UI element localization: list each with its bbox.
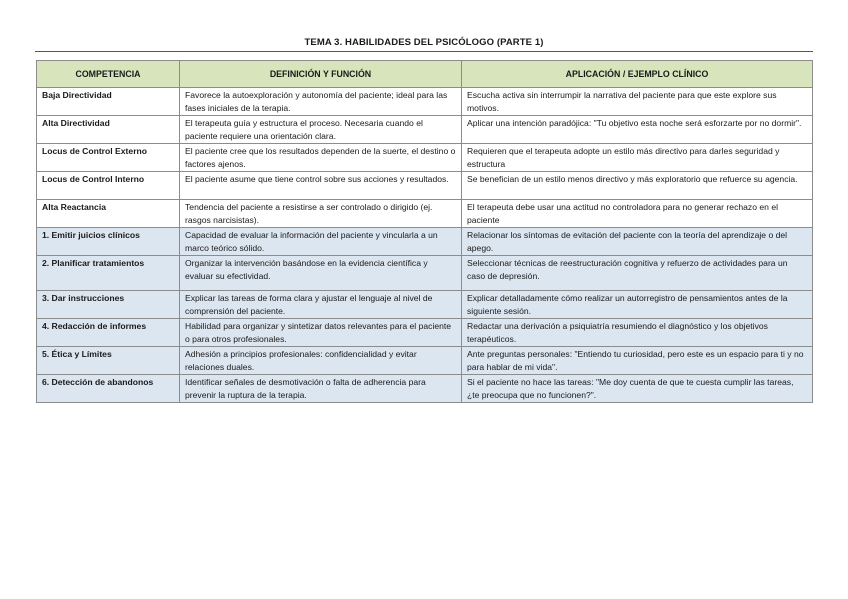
cell-definicion: Capacidad de evaluar la información del paciente y vincularla a un marco teórico sólido. bbox=[180, 228, 462, 256]
cell-aplicacion: El terapeuta debe usar una actitud no controladora para no generar rechazo en el paciente bbox=[462, 200, 813, 228]
cell-definicion: Tendencia del paciente a resistirse a ser controlado o dirigido (ej. rasgos narcisistas). bbox=[180, 200, 462, 228]
cell-competencia: Baja Directividad bbox=[37, 88, 180, 116]
table-row bbox=[37, 116, 813, 144]
cell-definicion: Explicar las tareas de forma clara y ajustar el lenguaje al nivel de comprensión del paciente. bbox=[180, 291, 462, 319]
title-divider bbox=[35, 51, 813, 52]
table-row bbox=[37, 144, 813, 172]
table-row bbox=[37, 375, 813, 403]
cell-aplicacion: Relacionar los síntomas de evitación del paciente con la teoría del aprendizaje o del apego. bbox=[462, 228, 813, 256]
cell-aplicacion: Ante preguntas personales: "Entiendo tu curiosidad, pero este es un espacio para ti y no para hablar de mi vida". bbox=[462, 347, 813, 375]
table-row bbox=[37, 256, 813, 291]
cell-competencia: 5. Ética y Límites bbox=[37, 347, 180, 375]
table-row bbox=[37, 347, 813, 375]
cell-aplicacion: Redactar una derivación a psiquiatría resumiendo el diagnóstico y los objetivos terapéuticos. bbox=[462, 319, 813, 347]
cell-competencia: Alta Reactancia bbox=[37, 200, 180, 228]
cell-aplicacion: Escucha activa sin interrumpir la narrativa del paciente para que este explore sus motivos. bbox=[462, 88, 813, 116]
cell-definicion: Habilidad para organizar y sintetizar datos relevantes para el paciente o para otros profesionales. bbox=[180, 319, 462, 347]
cell-aplicacion: Seleccionar técnicas de reestructuración cognitiva y refuerzo de actividades para un caso de depresión. bbox=[462, 256, 813, 291]
cell-definicion: Adhesión a principios profesionales: confidencialidad y evitar relaciones duales. bbox=[180, 347, 462, 375]
document-title: TEMA 3. HABILIDADES DEL PSICÓLOGO (PARTE 1) bbox=[304, 37, 544, 48]
header-aplicacion: APLICACIÓN / EJEMPLO CLÍNICO bbox=[462, 61, 813, 88]
cell-definicion: El paciente cree que los resultados dependen de la suerte, el destino o factores ajenos. bbox=[180, 144, 462, 172]
cell-competencia: Alta Directividad bbox=[37, 116, 180, 144]
cell-aplicacion: Aplicar una intención paradójica: "Tu objetivo esta noche será esforzarte por no dormir". bbox=[462, 116, 813, 144]
cell-competencia: 3. Dar instrucciones bbox=[37, 291, 180, 319]
cell-competencia: 2. Planificar tratamientos bbox=[37, 256, 180, 291]
cell-competencia: 6. Detección de abandonos bbox=[37, 375, 180, 403]
cell-definicion: Favorece la autoexploración y autonomía del paciente; ideal para las fases iniciales de la terapia. bbox=[180, 88, 462, 116]
header-competencia: COMPETENCIA bbox=[37, 61, 180, 88]
cell-aplicacion: Se benefician de un estilo menos directivo y más exploratorio que refuerce su agencia. bbox=[462, 172, 813, 200]
table-row bbox=[37, 200, 813, 228]
table-row bbox=[37, 291, 813, 319]
cell-definicion: Organizar la intervención basándose en la evidencia científica y evaluar su efectividad. bbox=[180, 256, 462, 291]
cell-aplicacion: Si el paciente no hace las tareas: "Me doy cuenta de que te cuesta cumplir las tareas, ¿te preocupa que no funcionen?". bbox=[462, 375, 813, 403]
cell-competencia: Locus de Control Interno bbox=[37, 172, 180, 200]
cell-competencia: 4. Redacción de informes bbox=[37, 319, 180, 347]
table-row bbox=[37, 319, 813, 347]
header-definicion: DEFINICIÓN Y FUNCIÓN bbox=[180, 61, 462, 88]
cell-definicion: El terapeuta guía y estructura el proceso. Necesaria cuando el paciente requiere una orientación clara. bbox=[180, 116, 462, 144]
cell-definicion: El paciente asume que tiene control sobre sus acciones y resultados. bbox=[180, 172, 462, 200]
cell-aplicacion: Requieren que el terapeuta adopte un estilo más directivo para darles seguridad y estructura bbox=[462, 144, 813, 172]
cell-definicion: Identificar señales de desmotivación o falta de adherencia para prevenir la ruptura de la terapia. bbox=[180, 375, 462, 403]
table-row bbox=[37, 228, 813, 256]
table-row bbox=[37, 88, 813, 116]
cell-competencia: Locus de Control Externo bbox=[37, 144, 180, 172]
cell-competencia: 1. Emitir juicios clínicos bbox=[37, 228, 180, 256]
cell-aplicacion: Explicar detalladamente cómo realizar un autorregistro de pensamientos antes de la siguiente sesión. bbox=[462, 291, 813, 319]
table-header-row bbox=[37, 61, 813, 88]
table-row bbox=[37, 172, 813, 200]
skills-table bbox=[36, 60, 813, 403]
